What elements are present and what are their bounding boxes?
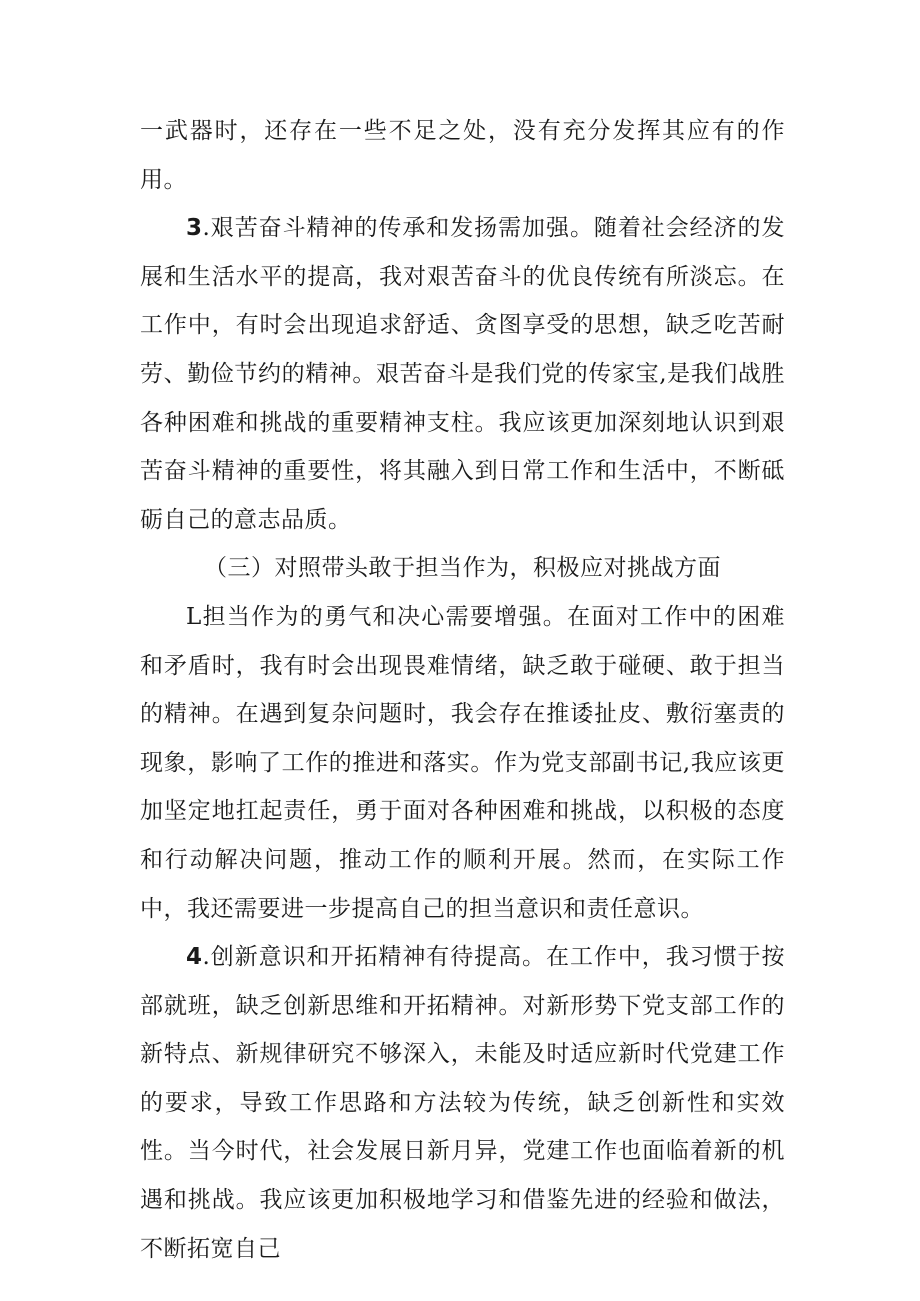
paragraph-text: L担当作为的勇气和决心需要增强。在面对工作中的困难和矛盾时，我有时会出现畏难情绪，缺乏敢于碰硬、敢于担当的精神。在遇到复杂问题时，我会存在推诿扯皮、敷衍塞责的现象，影响了工作的推进和落实。作为党支部副书记,我应该更加坚定地扛起责任，勇于面对各种困难和挑战，以积极的态度和行动解决问题，推动工作的顺利开展。然而，在实际工作中，我还需要进一步提高自己的担当意识和责任意识。 [140,603,785,922]
document-body [140,107,785,1273]
paragraph-text: 一武器时，还存在一些不足之处，没有充分发挥其应有的作用。 [140,118,785,193]
paragraph-continuation [140,107,785,204]
item-number: 4 [186,944,203,971]
paragraph-item-4 [140,933,785,1273]
item-number: 3 [186,215,203,242]
paragraph-text: .创新意识和开拓精神有待提高。在工作中，我习惯于按部就班，缺乏创新思维和开拓精神。对新形势下党支部工作的新特点、新规律研究不够深入，未能及时适应新时代党建工作的要求，导致工作思路和方法较为传统，缺乏创新性和实效性。当今时代，社会发展日新月异，党建工作也面临着新的机遇和挑战。我应该更加积极地学习和借鉴先进的经验和做法，不断拓宽自己 [140,944,785,1262]
paragraph-item-3 [140,204,785,544]
paragraph-item-1 [140,593,785,933]
paragraph-text: .艰苦奋斗精神的传承和发扬需加强。随着社会经济的发展和生活水平的提高，我对艰苦奋斗的优良传统有所淡忘。在工作中，有时会出现追求舒适、贪图享受的思想，缺乏吃苦耐劳、勤俭节约的精神。艰苦奋斗是我们党的传家宝,是我们战胜各种困难和挑战的重要精神支柱。我应该更加深刻地认识到艰苦奋斗精神的重要性，将其融入到日常工作和生活中，不断砥砺自己的意志品质。 [140,215,785,533]
section-heading: （三）对照带头敢于担当作为，积极应对挑战方面 [204,555,721,582]
